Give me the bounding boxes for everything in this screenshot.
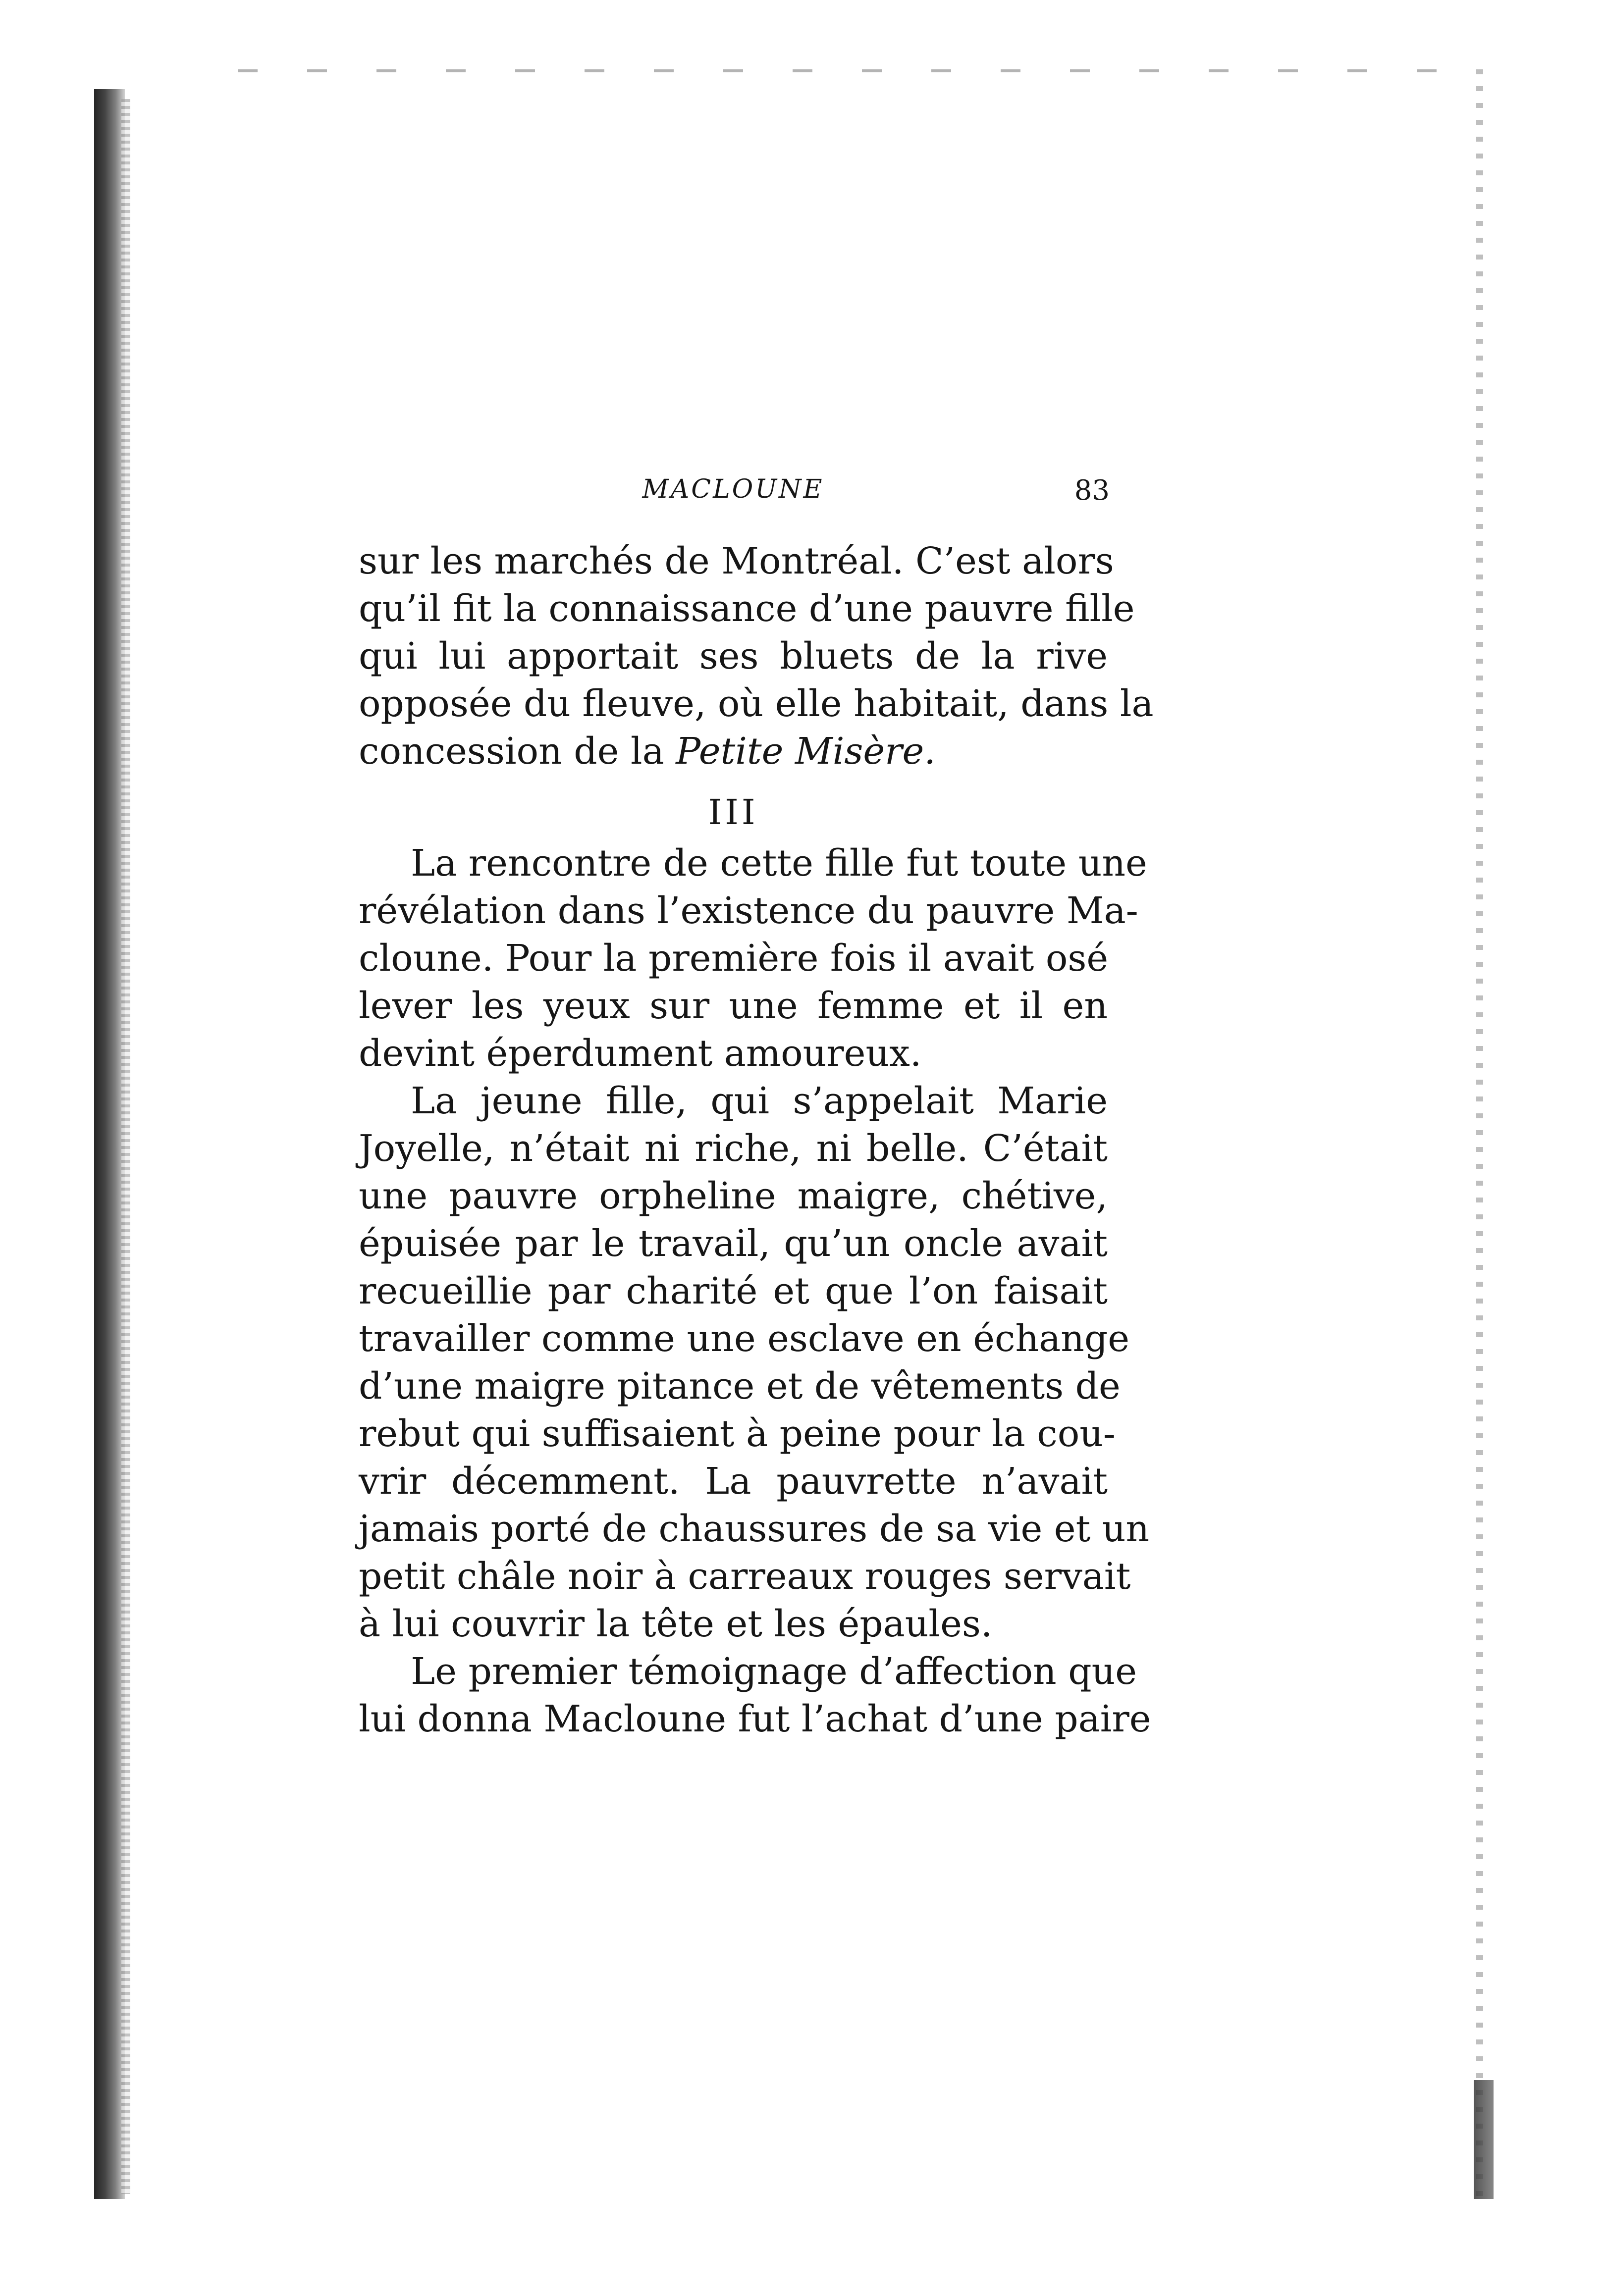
text-line: épuisée par le travail, qu’un oncle avait bbox=[359, 1222, 1108, 1265]
text-line: rebut qui suffisaient à peine pour la cou- bbox=[359, 1412, 1116, 1455]
text-line: sur les marchés de Montréal. C’est alors bbox=[359, 540, 1114, 582]
text-line: lever les yeux sur une femme et il en bbox=[359, 985, 1108, 1027]
text-line: jamais porté de chaussures de sa vie et un bbox=[359, 1508, 1150, 1550]
binding-texture bbox=[121, 99, 130, 2194]
text-line: qu’il fit la connaissance d’une pauvre fille bbox=[359, 587, 1135, 630]
text-line: une pauvre orpheline maigre, chétive, bbox=[359, 1175, 1108, 1217]
text-line: qui lui apportait ses bluets de la rive bbox=[359, 635, 1108, 678]
body-text bbox=[359, 537, 1154, 1743]
text-line: Le premier témoignage d’affection que bbox=[411, 1650, 1137, 1693]
right-page-edge bbox=[1476, 69, 1483, 2199]
text-line: recueillie par charité et que l’on faisait bbox=[359, 1270, 1108, 1312]
page-number: 83 bbox=[1074, 474, 1110, 507]
text-line bbox=[359, 728, 1108, 775]
running-header bbox=[357, 474, 1110, 514]
top-page-edge bbox=[238, 69, 1476, 72]
binding-shadow bbox=[94, 89, 125, 2199]
text-line: lui donna Macloune fut l’achat d’une paire bbox=[359, 1698, 1151, 1740]
text-line: devint éperdument amoureux. bbox=[359, 1032, 922, 1075]
running-title: MACLOUNE bbox=[642, 474, 824, 504]
text-line: d’une maigre pitance et de vêtements de bbox=[359, 1365, 1121, 1408]
text-line: révélation dans l’existence du pauvre Ma- bbox=[359, 889, 1138, 932]
text-line: travailler comme une esclave en échange bbox=[359, 1317, 1130, 1360]
text-line: vrir décemment. La pauvrette n’avait bbox=[359, 1460, 1108, 1503]
text-segment: concession de la bbox=[359, 730, 676, 773]
text-line: à lui couvrir la tête et les épaules. bbox=[359, 1603, 993, 1645]
text-line: petit châle noir à carreaux rouges servait bbox=[359, 1555, 1131, 1598]
text-line: cloune. Pour la première fois il avait osé bbox=[359, 937, 1109, 980]
text-line: La jeune fille, qui s’appelait Marie bbox=[411, 1080, 1108, 1122]
italic-place-name: Petite Misère. bbox=[676, 730, 936, 773]
section-heading: III bbox=[708, 792, 758, 833]
right-edge-shadow bbox=[1474, 2080, 1494, 2199]
text-line: opposée du fleuve, où elle habitait, dans la bbox=[359, 682, 1154, 725]
text-line: La rencontre de cette fille fut toute une bbox=[411, 842, 1147, 885]
text-line: Joyelle, n’était ni riche, ni belle. C’était bbox=[359, 1127, 1108, 1170]
